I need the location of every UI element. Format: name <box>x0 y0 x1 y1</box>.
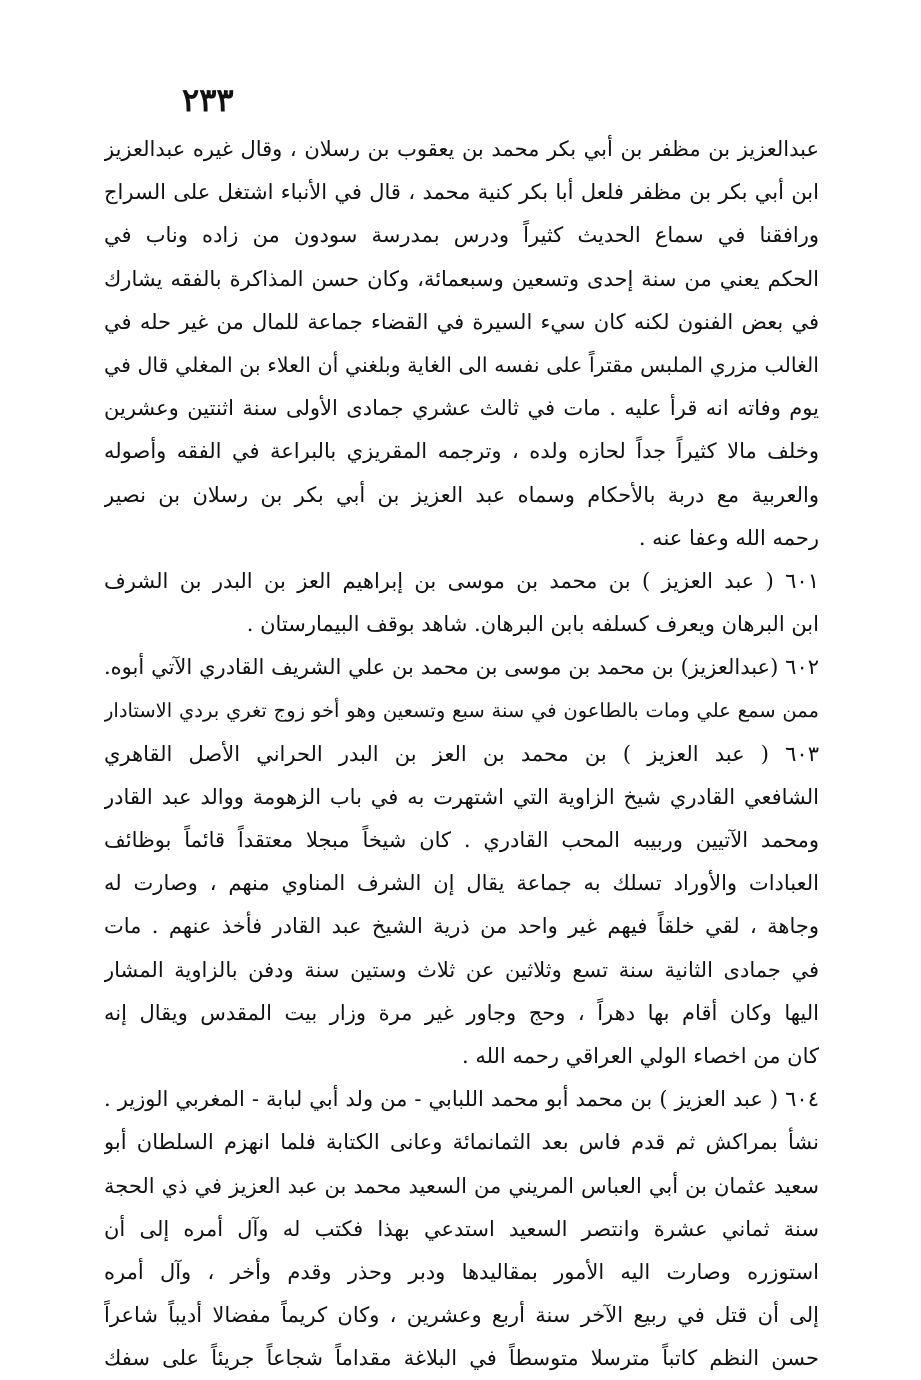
text-line: ابن البرهان ويعرف كسلفه بابن البرهان. شاهد بوقف البيمارستان . <box>246 612 819 637</box>
text-line: نشأ بمراكش ثم قدم فاس بعد الثمانمائة وعانى الكتابة فلما انهزم السلطان أبو <box>104 1130 819 1155</box>
text-line: الشافعي القادري شيخ الزاوية التي اشتهرت به في باب الزهومة ووالد عبد القادر <box>104 784 819 809</box>
text-line: سنة ثماني عشرة وانتصر السعيد استدعي بهذا فكتب له وآل أمره إلى أن <box>104 1216 819 1241</box>
text-line: إلى أن قتل في ربيع الآخر سنة أربع وعشرين ، وكان كريماً مفضالا أديباً شاعراً <box>104 1303 819 1328</box>
text-line: في جمادى الثانية سنة تسع وثلاثين عن ثلاث وستين سنة ودفن بالزاوية المشار <box>104 957 819 982</box>
text-line: وجاهة ، لقي خلقاً فيهم غير واحد من ذرية الشيخ عبد القادر فأخذ عنهم . مات <box>104 914 819 939</box>
text-line: عبدالعزيز بن مظفر بن أبي بكر محمد بن يعقوب بن رسلان ، وقال غيره عبدالعزيز <box>104 137 819 161</box>
text-line: رحمه الله وعفا عنه . <box>638 525 819 550</box>
text-line: ٦٠٣ ( عبد العزيز ) بن محمد بن العز بن البدر الحراني الأصل القاهري <box>104 741 819 766</box>
text-line: ورافقنا في سماع الحديث كثيراً ودرس بمدرسة سودون من زاده وناب في <box>104 223 819 248</box>
text-line: العبادات والأوراد تسلك به جماعة يقال إن الشرف المناوي منهم ، وصارت له <box>104 871 819 896</box>
text-line: ممن سمع علي ومات بالطاعون في سنة سبع وتسعين وهو أخو زوج تغري بردي الاستادار <box>104 699 819 723</box>
text-line: حسن النظم كاتباً مترسلا متوسطاً في البلاغة مقداماً شجاعاً جريئاً على سفك <box>104 1346 819 1371</box>
text-line: ٦٠٤ ( عبد العزيز ) بن محمد أبو محمد اللبابي - من ولد أبي لبابة - المغربي الوزير . <box>104 1087 819 1112</box>
text-line: في بعض الفنون لكنه كان سيء السيرة في القضاء جماعة للمال من غير حله في <box>104 309 819 334</box>
text-line: ومحمد الآتيين وربيبه المحب القادري . كان شيخاً مبجلا معتقداً قائماً بوظائف <box>104 828 819 852</box>
page-number: ٢٣٣ <box>182 81 234 119</box>
text-line: ٦٠٢ (عبدالعزيز) بن محمد بن موسى بن محمد بن علي الشريف القادري الآتي أبوه. <box>104 655 819 680</box>
text-line: يوم وفاته انه قرأ عليه . مات في ثالث عشري جمادى الأولى سنة اثنتين وعشرين <box>104 396 819 421</box>
text-line: الغالب مزري الملبس مقتراً على نفسه الى الغاية وبلغني أن العلاء بن المغلي قال في <box>104 352 819 377</box>
text-line: سعيد عثمان بن أبي العباس المريني من السعيد محمد بن عبد العزيز في ذي الحجة <box>104 1173 819 1198</box>
text-line: والعربية مع دربة بالأحكام وسماه عبد العزيز بن أبي بكر بن رسلان بن نصير <box>104 482 819 507</box>
text-line: الحكم يعني من سنة إحدى وتسعين وسبعمائة، وكان حسن المذاكرة بالفقه يشارك <box>104 266 819 291</box>
text-line: اليها وكان أقام بها دهراً ، وحج وجاور غير مرة وزار بيت المقدس ويقال إنه <box>104 1000 819 1025</box>
text-line: استوزره وصارت اليه الأمور بمقاليدها ودبر وحذر وقدم وأخر ، وآل أمره <box>104 1259 819 1284</box>
text-line: ابن أبي بكر بن مظفر فلعل أبا بكر كنية محمد ، قال في الأنباء اشتغل على السراج <box>104 180 819 205</box>
body-text <box>104 128 819 1380</box>
text-line: كان من اخصاء الولي العراقي رحمه الله . <box>461 1043 819 1068</box>
text-line: وخلف مالا كثيراً جداً لحازه ولده ، وترجمه المقريزي بالبراعة في الفقه وأصوله <box>104 439 819 464</box>
text-line: ٦٠١ ( عبد العزيز ) بن محمد بن موسى بن إبراهيم العز بن البدر بن الشرف <box>104 568 819 593</box>
